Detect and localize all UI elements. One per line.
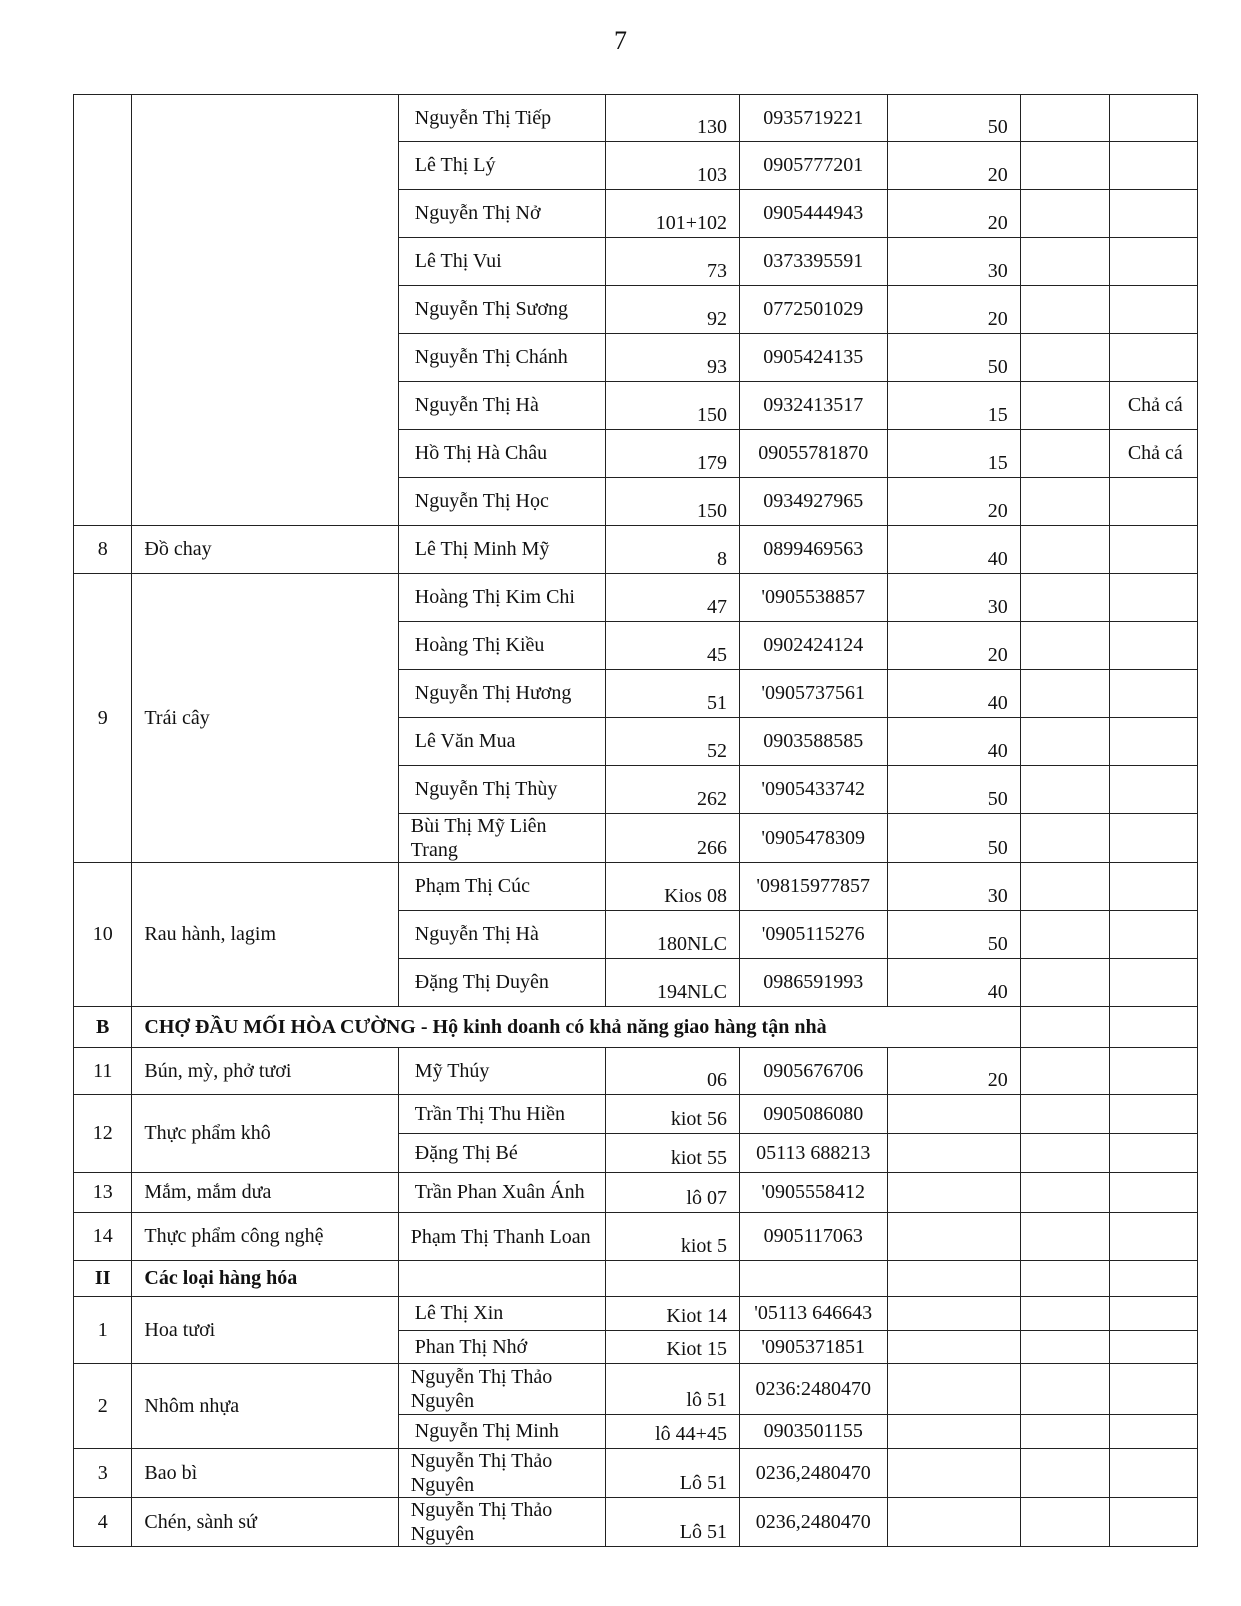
note-cell: [1109, 1297, 1197, 1331]
phone-number: 0236,2480470: [739, 1498, 887, 1547]
empty-cell: [1020, 1261, 1109, 1297]
vendor-table: [73, 94, 1198, 1547]
phone-number: 0903588585: [739, 718, 887, 766]
category-cell: Bún, mỳ, phở tươi: [132, 1048, 398, 1095]
note-cell: [1109, 238, 1197, 286]
vendor-name: Nguyễn Thị Hà: [398, 911, 605, 959]
phone-number: '05113 646643: [739, 1297, 887, 1331]
empty-cell: [1020, 238, 1109, 286]
vendor-name: Nguyễn Thị Thùy: [398, 766, 605, 814]
kiosk-number: Kiot 14: [605, 1297, 739, 1331]
vendor-name: Phạm Thị Thanh Loan: [398, 1213, 605, 1261]
note-cell: [1109, 670, 1197, 718]
quantity-cell: 50: [887, 766, 1020, 814]
vendor-name: Nguyễn Thị Học: [398, 478, 605, 526]
phone-number: 0905117063: [739, 1213, 887, 1261]
quantity-cell: [887, 1213, 1020, 1261]
empty-cell: [1020, 1173, 1109, 1213]
table-row: [74, 1007, 1198, 1048]
table-row: [74, 1048, 1198, 1095]
quantity-cell: 50: [887, 95, 1020, 142]
note-cell: [1109, 1498, 1197, 1547]
empty-cell: [1020, 526, 1109, 574]
vendor-name: Lê Thị Lý: [398, 142, 605, 190]
quantity-cell: [887, 1415, 1020, 1449]
category-cell: Hoa tươi: [132, 1297, 398, 1364]
quantity-cell: 15: [887, 430, 1020, 478]
row-number: 9: [74, 574, 132, 863]
vendor-name: Mỹ Thúy: [398, 1048, 605, 1095]
note-cell: Chả cá: [1109, 430, 1197, 478]
note-cell: [1109, 526, 1197, 574]
quantity-cell: 20: [887, 142, 1020, 190]
quantity-cell: [887, 1331, 1020, 1364]
kiosk-number: 180NLC: [605, 911, 739, 959]
phone-number: 0905676706: [739, 1048, 887, 1095]
vendor-name: Lê Thị Minh Mỹ: [398, 526, 605, 574]
note-cell: [1109, 574, 1197, 622]
row-number: 1: [74, 1297, 132, 1364]
quantity-cell: 40: [887, 718, 1020, 766]
vendor-name: Nguyễn Thị Hà: [398, 382, 605, 430]
kiosk-number: 51: [605, 670, 739, 718]
note-cell: [1109, 334, 1197, 382]
kiosk-number: 92: [605, 286, 739, 334]
empty-cell: [1020, 1415, 1109, 1449]
note-cell: Chả cá: [1109, 382, 1197, 430]
quantity-cell-empty: [1020, 1007, 1109, 1048]
note-cell: [1109, 1364, 1197, 1415]
kiosk-number: 06: [605, 1048, 739, 1095]
note-cell: [1109, 1048, 1197, 1095]
table-row: [74, 1498, 1198, 1547]
phone-number: 0373395591: [739, 238, 887, 286]
empty-cell: [1020, 1213, 1109, 1261]
vendor-name: Trần Thị Thu Hiền: [398, 1095, 605, 1134]
row-number: 13: [74, 1173, 132, 1213]
empty-cell: [1020, 334, 1109, 382]
empty-cell: [1020, 382, 1109, 430]
vendor-name: Nguyễn Thị Nở: [398, 190, 605, 238]
note-cell: [1109, 718, 1197, 766]
note-cell: [1109, 1173, 1197, 1213]
vendor-name: Hồ Thị Hà Châu: [398, 430, 605, 478]
vendor-name: Nguyễn Thị Minh: [398, 1415, 605, 1449]
empty-cell: [1020, 766, 1109, 814]
vendor-name: Phạm Thị Cúc: [398, 863, 605, 911]
vendor-name: Phan Thị Nhớ: [398, 1331, 605, 1364]
empty-cell: [1020, 1498, 1109, 1547]
kiosk-number: Lô 51: [605, 1449, 739, 1498]
row-number: 11: [74, 1048, 132, 1095]
empty-cell: [1020, 622, 1109, 670]
note-cell: [1109, 1261, 1197, 1297]
kiosk-number: 47: [605, 574, 739, 622]
vendor-name: Bùi Thị Mỹ Liên Trang: [398, 814, 605, 863]
quantity-cell: 20: [887, 478, 1020, 526]
kiosk-number: 101+102: [605, 190, 739, 238]
empty-cell: [1020, 1364, 1109, 1415]
empty-cell: [1020, 1048, 1109, 1095]
table-row: [74, 863, 1198, 911]
category-cell: Trái cây: [132, 574, 398, 863]
note-cell: [1109, 911, 1197, 959]
kiosk-number: 8: [605, 526, 739, 574]
phone-number: 0903501155: [739, 1415, 887, 1449]
empty-cell: [1020, 430, 1109, 478]
phone-number: '0905538857: [739, 574, 887, 622]
phone-number: 0986591993: [739, 959, 887, 1007]
row-number: 12: [74, 1095, 132, 1173]
note-cell: [1109, 1331, 1197, 1364]
note-cell: [1109, 286, 1197, 334]
quantity-cell: [887, 1095, 1020, 1134]
phone-number: '0905558412: [739, 1173, 887, 1213]
vendor-name: Hoàng Thị Kim Chi: [398, 574, 605, 622]
quantity-cell: 40: [887, 526, 1020, 574]
empty-cell: [1020, 814, 1109, 863]
kiosk-number: 194NLC: [605, 959, 739, 1007]
vendor-name: Nguyễn Thị Tiếp: [398, 95, 605, 142]
category-cell: Mắm, mắm dưa: [132, 1173, 398, 1213]
phone-number: '0905115276: [739, 911, 887, 959]
vendor-name: Nguyễn Thị Sương: [398, 286, 605, 334]
vendor-name: Đặng Thị Duyên: [398, 959, 605, 1007]
table-row: [74, 95, 1198, 142]
empty-cell: [1020, 286, 1109, 334]
kiosk-number: Kiot 15: [605, 1331, 739, 1364]
table-row: [74, 1173, 1198, 1213]
note-cell: [1109, 1095, 1197, 1134]
quantity-cell: [887, 1498, 1020, 1547]
kiosk-number: kiot 55: [605, 1134, 739, 1173]
quantity-cell: 20: [887, 622, 1020, 670]
quantity-cell: 15: [887, 382, 1020, 430]
table-row: [74, 1364, 1198, 1415]
quantity-cell: 20: [887, 1048, 1020, 1095]
table-row: [74, 1095, 1198, 1134]
note-cell: [1109, 622, 1197, 670]
note-cell: [1109, 814, 1197, 863]
empty-cell: [1020, 1449, 1109, 1498]
note-cell: [1109, 766, 1197, 814]
note-cell: [1109, 1415, 1197, 1449]
row-number: [74, 95, 132, 526]
phone-number: 0905086080: [739, 1095, 887, 1134]
table-row: [74, 1261, 1198, 1297]
empty-cell: [1020, 190, 1109, 238]
kiosk-number: Lô 51: [605, 1498, 739, 1547]
empty-cell: [1020, 1297, 1109, 1331]
vendor-name: Đặng Thị Bé: [398, 1134, 605, 1173]
quantity-cell: 40: [887, 959, 1020, 1007]
kiosk-number: lô 07: [605, 1173, 739, 1213]
kiosk-number: 52: [605, 718, 739, 766]
empty-cell: [1020, 95, 1109, 142]
vendor-name: Lê Thị Xin: [398, 1297, 605, 1331]
note-cell: [1109, 863, 1197, 911]
vendor-name: Nguyễn Thị Hương: [398, 670, 605, 718]
note-cell: [1109, 478, 1197, 526]
kiosk-number: 45: [605, 622, 739, 670]
row-number: 3: [74, 1449, 132, 1498]
phone-number: 0902424124: [739, 622, 887, 670]
note-cell: [1109, 190, 1197, 238]
quantity-cell: [887, 1297, 1020, 1331]
kiosk-number: 262: [605, 766, 739, 814]
quantity-cell: [887, 1364, 1020, 1415]
empty-cell: [1020, 478, 1109, 526]
note-cell: [1109, 1449, 1197, 1498]
vendor-name: Nguyễn Thị Thảo Nguyên: [398, 1364, 605, 1415]
category-cell: Các loại hàng hóa: [132, 1261, 398, 1297]
kiosk-number: 103: [605, 142, 739, 190]
kiosk-number: Kios 08: [605, 863, 739, 911]
phone-number: 0905444943: [739, 190, 887, 238]
row-number: II: [74, 1261, 132, 1297]
table-row: [74, 1449, 1198, 1498]
category-cell: [132, 95, 398, 526]
quantity-cell: 50: [887, 814, 1020, 863]
category-cell: Chén, sành sứ: [132, 1498, 398, 1547]
quantity-cell: 30: [887, 863, 1020, 911]
category-cell: Đồ chay: [132, 526, 398, 574]
empty-cell: [1020, 1134, 1109, 1173]
phone-number: '0905478309: [739, 814, 887, 863]
empty-cell: [1020, 911, 1109, 959]
category-cell: Nhôm nhựa: [132, 1364, 398, 1449]
kiosk-number: lô 51: [605, 1364, 739, 1415]
quantity-cell: 30: [887, 238, 1020, 286]
note-cell: [1109, 1213, 1197, 1261]
section-title: CHỢ ĐẦU MỐI HÒA CƯỜNG - Hộ kinh doanh có khả năng giao hàng tận nhà: [132, 1007, 1020, 1048]
vendor-name: Nguyễn Thị Thảo Nguyên: [398, 1498, 605, 1547]
quantity-cell: [887, 1261, 1020, 1297]
note-cell: [1109, 1007, 1197, 1048]
row-number: 2: [74, 1364, 132, 1449]
phone-number: [739, 1261, 887, 1297]
phone-number: 05113 688213: [739, 1134, 887, 1173]
quantity-cell: [887, 1449, 1020, 1498]
quantity-cell: 40: [887, 670, 1020, 718]
category-cell: Thực phẩm khô: [132, 1095, 398, 1173]
row-number: B: [74, 1007, 132, 1048]
phone-number: 0905424135: [739, 334, 887, 382]
table-row: [74, 1213, 1198, 1261]
quantity-cell: 50: [887, 911, 1020, 959]
quantity-cell: [887, 1173, 1020, 1213]
category-cell: Thực phẩm công nghệ: [132, 1213, 398, 1261]
note-cell: [1109, 142, 1197, 190]
vendor-name: [398, 1261, 605, 1297]
empty-cell: [1020, 574, 1109, 622]
row-number: 8: [74, 526, 132, 574]
phone-number: 0236:2480470: [739, 1364, 887, 1415]
note-cell: [1109, 959, 1197, 1007]
empty-cell: [1020, 718, 1109, 766]
kiosk-number: 179: [605, 430, 739, 478]
kiosk-number: 93: [605, 334, 739, 382]
category-cell: Rau hành, lagim: [132, 863, 398, 1007]
phone-number: '0905371851: [739, 1331, 887, 1364]
vendor-name: Lê Văn Mua: [398, 718, 605, 766]
kiosk-number: 73: [605, 238, 739, 286]
empty-cell: [1020, 1331, 1109, 1364]
kiosk-number: [605, 1261, 739, 1297]
vendor-name: Trần Phan Xuân Ánh: [398, 1173, 605, 1213]
row-number: 4: [74, 1498, 132, 1547]
kiosk-number: 266: [605, 814, 739, 863]
phone-number: 0236,2480470: [739, 1449, 887, 1498]
empty-cell: [1020, 142, 1109, 190]
row-number: 14: [74, 1213, 132, 1261]
quantity-cell: 30: [887, 574, 1020, 622]
empty-cell: [1020, 863, 1109, 911]
note-cell: [1109, 1134, 1197, 1173]
vendor-name: Nguyễn Thị Chánh: [398, 334, 605, 382]
kiosk-number: kiot 5: [605, 1213, 739, 1261]
phone-number: 09055781870: [739, 430, 887, 478]
quantity-cell: 20: [887, 190, 1020, 238]
phone-number: 0932413517: [739, 382, 887, 430]
vendor-name: Lê Thị Vui: [398, 238, 605, 286]
phone-number: 0934927965: [739, 478, 887, 526]
kiosk-number: lô 44+45: [605, 1415, 739, 1449]
vendor-name: Hoàng Thị Kiều: [398, 622, 605, 670]
phone-number: '0905433742: [739, 766, 887, 814]
quantity-cell: 20: [887, 286, 1020, 334]
table-row: [74, 1297, 1198, 1331]
kiosk-number: 130: [605, 95, 739, 142]
page-number: 7: [614, 26, 627, 55]
phone-number: '09815977857: [739, 863, 887, 911]
table-row: [74, 526, 1198, 574]
phone-number: 0935719221: [739, 95, 887, 142]
category-cell: Bao bì: [132, 1449, 398, 1498]
empty-cell: [1020, 670, 1109, 718]
empty-cell: [1020, 959, 1109, 1007]
quantity-cell: [887, 1134, 1020, 1173]
kiosk-number: 150: [605, 478, 739, 526]
note-cell: [1109, 95, 1197, 142]
phone-number: 0772501029: [739, 286, 887, 334]
kiosk-number: kiot 56: [605, 1095, 739, 1134]
vendor-name: Nguyễn Thị Thảo Nguyên: [398, 1449, 605, 1498]
phone-number: 0899469563: [739, 526, 887, 574]
table-row: [74, 574, 1198, 622]
phone-number: '0905737561: [739, 670, 887, 718]
quantity-cell: 50: [887, 334, 1020, 382]
empty-cell: [1020, 1095, 1109, 1134]
phone-number: 0905777201: [739, 142, 887, 190]
row-number: 10: [74, 863, 132, 1007]
kiosk-number: 150: [605, 382, 739, 430]
